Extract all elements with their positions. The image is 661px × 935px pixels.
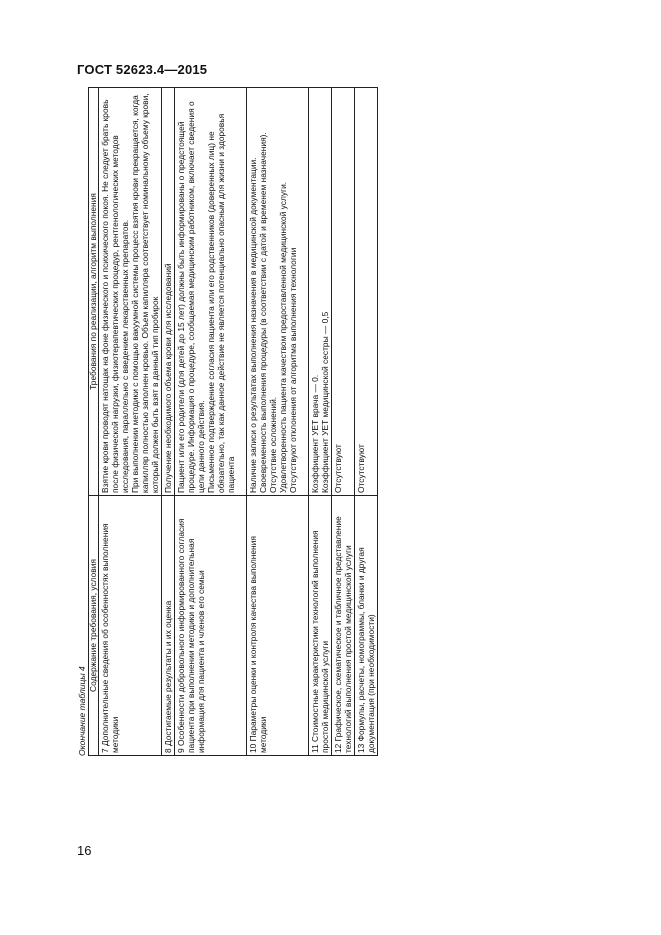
row-condition-cell: 11 Стоимостные характеристики технологий выполнения простой медицинской услуги — [309, 496, 332, 756]
table-row — [162, 88, 175, 756]
table-row — [175, 88, 247, 756]
row-requirements-cell — [175, 88, 247, 496]
column-header-condition: Содержание требования, условия — [89, 496, 99, 756]
requirement-line: Взятие крови проводят натощак на фоне физического и психического покоя. Не следует брать кровь после физической нагрузки, физиотерапевтических процедур, рентгенологических методов исследования, параллельно с введением лекарственных препаратов. — [100, 99, 130, 493]
requirement-line: Отсутствуют — [333, 444, 343, 493]
row-condition-cell: 7 Дополнительные сведения об особенностях выполнения методики — [99, 496, 162, 756]
requirement-line: Отсутствуют отклонения от алгоритма выполнения технологии — [288, 247, 298, 493]
table-block — [76, 88, 406, 756]
row-requirements-cell — [99, 88, 162, 496]
row-requirements-cell — [355, 88, 378, 496]
requirement-line: Удовлетворенность пациента качеством предоставленной медицинской услуги. — [278, 181, 288, 493]
row-requirements-cell — [309, 88, 332, 496]
requirements-table — [88, 87, 378, 756]
requirement-line: Коэффициент УЕТ врача — 0. — [310, 374, 320, 493]
requirement-line: Письменное подтверждение согласия пациента или его родственников (доверенных лиц) не обязательно, так как данное действие не является потенциально опасным для жизни и здоровья пациента — [206, 113, 236, 493]
row-requirements-cell — [162, 88, 175, 496]
table-row — [355, 88, 378, 756]
row-condition-cell: 9 Особенности добровольного информированного согласия пациента при выполнении методики и дополнительная информация для пациента и членов его семьи — [175, 496, 247, 756]
row-requirements-cell — [332, 88, 355, 496]
requirement-line: Отсутствуют — [356, 444, 366, 493]
table-row — [332, 88, 355, 756]
document-header-title: ГОСТ 52623.4—2015 — [77, 62, 208, 77]
requirement-line: Наличие записи о результатах выполнения назначения в медицинской документации. — [248, 157, 258, 493]
table-header-row — [89, 88, 99, 756]
row-condition-cell: 8 Достигаемые результаты и их оценка — [162, 496, 175, 756]
requirement-line: Пациент или его родители (для детей до 15 лет) должны быть информированы о предстоящей процедуре. Информация о процедуре, сообщаемая медицинским работником, включает сведения о цели данного действия. — [176, 101, 206, 493]
requirement-line: При выполнении методики с помощью вакуумной системы процесс взятия крови прекращается, когда капилляр полностью заполнен кровью. Объем капилляра соответствует номинальному объему крови, который должен быть взят в данный тип пробирок — [130, 93, 160, 493]
requirement-line: Получение необходимого объема крови для исследований — [163, 263, 173, 493]
table-row — [247, 88, 309, 756]
page-number: 16 — [77, 843, 92, 858]
row-condition-cell: 10 Параметры оценки и контроля качества выполнения методики — [247, 496, 309, 756]
requirement-line: Своевременность выполнения процедуры (в соответствии с датой и временем назначения). — [258, 132, 268, 493]
table-continuation-caption: Окончание таблицы 4 — [77, 666, 87, 756]
row-requirements-cell — [247, 88, 309, 496]
column-header-requirements: Требования по реализации, алгоритм выполнения — [89, 88, 99, 496]
rotated-table-area — [76, 88, 406, 756]
table-row — [99, 88, 162, 756]
requirement-line: Коэффициент УЕТ медицинской сестры — 0,5 — [320, 311, 330, 493]
row-condition-cell: 12 Графическое, схематическое и табличное представление технологий выполнения простой медицинской услуги — [332, 496, 355, 756]
row-condition-cell: 13 Формулы, расчеты, номограммы, бланки и другая документация (при необходимости) — [355, 496, 378, 756]
requirement-line: Отсутствие осложнений. — [268, 396, 278, 493]
table-row — [309, 88, 332, 756]
